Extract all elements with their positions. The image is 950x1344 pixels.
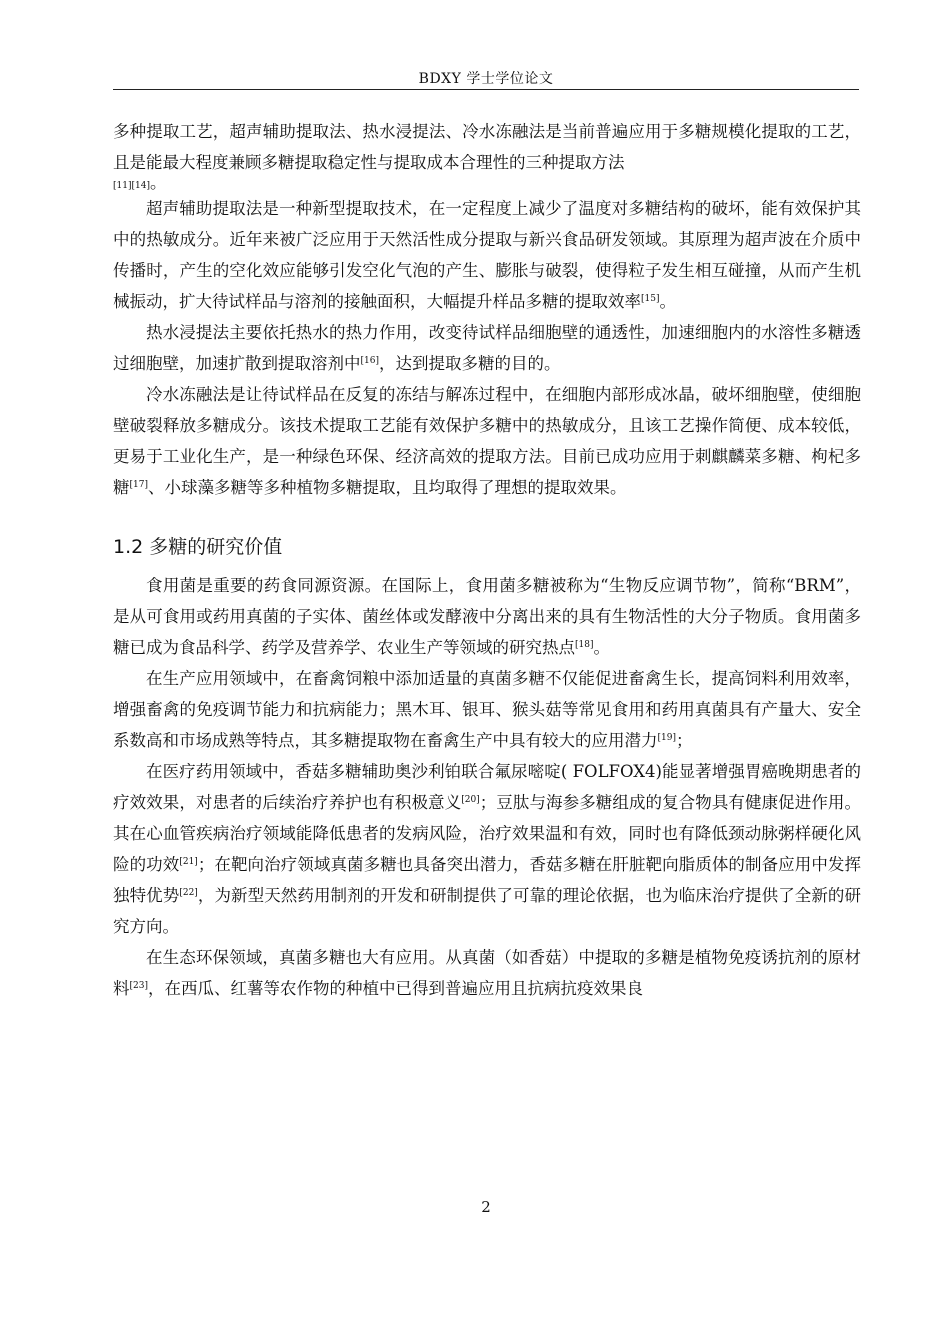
paragraph-text: 热水浸提法主要依托热水的热力作用，改变待试样品细胞壁的通透性，加速细胞内的水溶性多糖透过细胞壁，加速扩散到提取溶剂中 [113,323,861,373]
citation: [22] [179,888,198,898]
page-header: BDXY 学士学位论文 [418,71,554,87]
paragraph-text: 在生态环保领域，真菌多糖也大有应用。从真菌（如香菇）中提取的多糖是植物免疫诱抗剂的原材料 [113,948,861,998]
paragraph-text: ；在靶向治疗领域真菌多糖也具备突出潜力，香菇多糖在肝脏靶向脂质体的制备应用中发挥独特优势 [113,855,862,905]
paragraph-text: ，为新型天然药用制剂的开发和研制提供了可靠的理论依据，也为临床治疗提供了全新的研究方向。 [113,886,862,936]
paragraph-production [113,663,861,756]
paragraph-text: 。 [149,173,167,192]
paragraph-text: 。 [659,292,676,311]
header-divider [113,89,859,90]
citation: [21] [179,857,198,867]
citation-text: [11][14] [113,181,150,191]
paragraph-extraction-methods [113,116,861,193]
paragraph-freeze-thaw [113,379,861,503]
paragraph-edible-fungi [113,570,861,663]
section-heading: 1.2 多糖的研究价值 [113,536,283,558]
paragraph-text: 超声辅助提取法是一种新型提取技术，在一定程度上减少了温度对多糖结构的破坏，能有效保护其中的热敏成分。近年来被广泛应用于天然活性成分提取与新兴食品研发领域。其原理为超声波在介质中传播时，产生的空化效应能够引发空化气泡的产生、膨胀与破裂，使得粒子发生相互碰撞，从而产生机械振动，扩大待试样品与溶剂的接触面积，大幅提升样品多糖的提取效率 [113,199,861,311]
paragraph-text: 、小球藻多糖等多种植物多糖提取，且均取得了理想的提取效果。 [147,478,627,497]
citation: [19] [657,733,676,743]
citation [113,173,861,193]
paragraph-text: 多种提取工艺，超声辅助提取法、热水浸提法、冷水冻融法是当前普遍应用于多糖规模化提取的工艺，且是能最大程度兼顾多糖提取稳定性与提取成本合理性的三种提取方法 [113,122,861,172]
paragraph-text: ；豆肽与海参多糖组成的复合物具有健康促进作用。其在心血管疾病治疗领域能降低患者的发病风险，治疗效果温和有效，同时也有降低颈动脉粥样硬化风险的功效 [113,793,862,874]
paragraph-text: 。 [593,638,610,657]
citation: [17] [129,480,148,490]
paragraph-ecology [113,942,861,1004]
paragraph-text: 冷水冻融法是让待试样品在反复的冻结与解冻过程中，在细胞内部形成冰晶，破坏细胞壁，使细胞壁破裂释放多糖成分。该技术提取工艺能有效保护多糖中的热敏成分，且该工艺操作简便、成本较低，更易于工业化生产，是一种绿色环保、经济高效的提取方法。目前已成功应用于刺麒麟菜多糖、枸杞多糖 [113,385,861,497]
citation: [23] [129,981,148,991]
paragraph-hot-water [113,317,861,379]
citation: [18] [575,640,594,650]
paragraph-medical [113,756,861,942]
page-number: 2 [481,1198,491,1216]
citation: [15] [641,294,660,304]
citation: [20] [461,795,480,805]
paragraph-text: 在生产应用领域中，在畜禽饲粮中添加适量的真菌多糖不仅能促进畜禽生长，提高饲料利用效率，增强畜禽的免疫调节能力和抗病能力；黑木耳、银耳、猴头菇等常见食用和药用真菌具有产量大、安全系数高和市场成熟等特点，其多糖提取物在畜禽生产中具有较大的应用潜力 [113,669,861,750]
paragraph-ultrasonic [113,193,861,317]
paragraph-text: 在医疗药用领域中，香菇多糖辅助奥沙利铂联合氟尿嘧啶( FOLFOX4)能显著增强胃癌晚期患者的疗效效果，对患者的后续治疗养护也有积极意义 [113,762,861,812]
citation: [16] [360,356,379,366]
paragraph-text: ，在西瓜、红薯等农作物的种植中已得到普遍应用且抗病抗疫效果良 [147,979,643,998]
paragraph-text: ，达到提取多糖的目的。 [378,354,561,373]
paragraph-text: 食用菌是重要的药食同源资源。在国际上，食用菌多糖被称为“生物反应调节物”，简称“BRM”，是从可食用或药用真菌的子实体、菌丝体或发酵液中分离出来的具有生物活性的大分子物质。食用菌多糖已成为食品科学、药学及营养学、农业生产等领域的研究热点 [113,576,861,657]
document-body [113,116,861,1004]
paragraph-text: ； [675,731,693,750]
